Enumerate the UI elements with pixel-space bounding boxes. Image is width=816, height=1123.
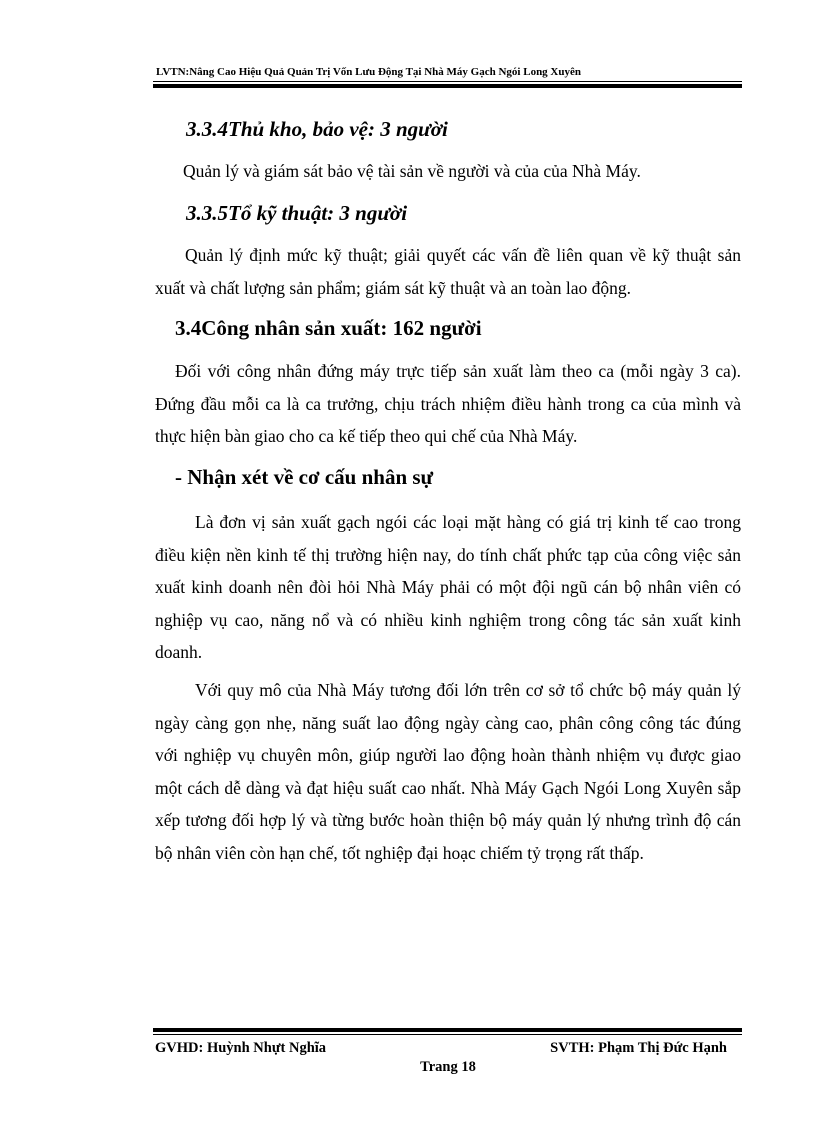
heading-3-3-5: 3.3.5Tổ kỹ thuật: 3 người: [186, 201, 408, 225]
header-rule-thick: [153, 84, 742, 88]
page-number: Trang 18: [420, 1059, 476, 1075]
footer-rule-thin: [153, 1034, 742, 1035]
heading-remark: - Nhận xét về cơ cấu nhân sự: [175, 465, 434, 489]
paragraph-3-3-4: Quản lý và giám sát bảo vệ tài sản về người và của của Nhà Máy.: [183, 161, 641, 181]
footer-rule-thick: [153, 1028, 742, 1032]
header-rule-thin: [153, 81, 742, 82]
heading-3-4: 3.4Công nhân sản xuất: 162 người: [175, 316, 482, 340]
paragraph-remark-2: Với quy mô của Nhà Máy tương đối lớn trên cơ sở tổ chức bộ máy quản lý ngày càng gọn nhẹ, năng suất lao động ngày càng cao, phân công công tác đúng với nghiệp vụ chuyên môn, giúp người lao động hoàn thành nhiệm vụ được giao một cách dễ dàng và đạt hiệu suất cao nhất. Nhà Máy Gạch Ngói Long Xuyên sắp xếp tương đối hợp lý và từng bước hoàn thiện bộ máy quản lý nhưng trình độ cán bộ nhân viên còn hạn chế, tốt nghiệp đại hoạc chiếm tỷ trọng rất thấp.: [155, 680, 741, 863]
student-name: SVTH: Phạm Thị Đức Hạnh: [550, 1040, 727, 1056]
running-header: LVTN:Nâng Cao Hiệu Quả Quản Trị Vốn Lưu Động Tại Nhà Máy Gạch Ngói Long Xuyên: [156, 66, 581, 78]
paragraph-3-4: Đối với công nhân đứng máy trực tiếp sản xuất làm theo ca (mỗi ngày 3 ca). Đứng đầu mỗi ca là ca trưởng, chịu trách nhiệm điều hành trong ca của mình và thực hiện bàn giao cho ca kế tiếp theo qui chế của Nhà Máy.: [155, 361, 741, 446]
heading-3-3-4: 3.3.4Thủ kho, bảo vệ: 3 người: [186, 117, 448, 141]
paragraph-remark-1: Là đơn vị sản xuất gạch ngói các loại mặt hàng có giá trị kinh tế cao trong điều kiện nền kinh tế thị trường hiện nay, do tính chất phức tạp của công việc sản xuất kinh doanh nên đòi hỏi Nhà Máy phải có một đội ngũ cán bộ nhân viên có nghiệp vụ cao, năng nổ và có nhiều kinh nghiệm trong công tác sản xuất kinh doanh.: [155, 512, 741, 662]
advisor-name: GVHD: Huỳnh Nhựt Nghĩa: [155, 1040, 327, 1056]
paragraph-3-3-5: Quản lý định mức kỹ thuật; giải quyết các vấn đề liên quan về kỹ thuật sản xuất và chất lượng sản phẩm; giám sát kỹ thuật và an toàn lao động.: [155, 245, 741, 298]
footer: [155, 1040, 741, 1060]
